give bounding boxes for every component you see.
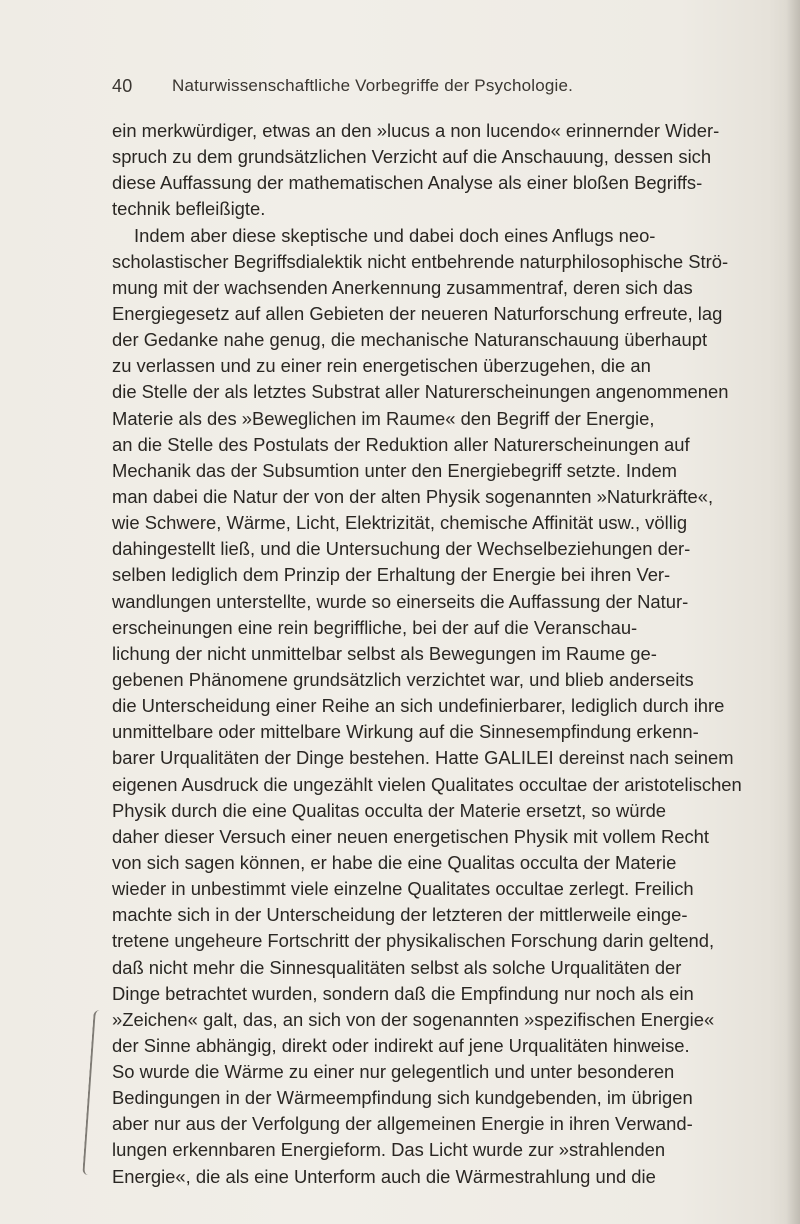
text-line: der Sinne abhängig, direkt oder indirekt auf jene Urqualitäten hinweise.	[112, 1034, 690, 1056]
running-title: Naturwissenschaftliche Vorbegriffe der Psychologie.	[172, 76, 574, 95]
text-line: erscheinungen eine rein begriffliche, bei der auf die Veranschau-	[112, 616, 638, 638]
text-line: lichung der nicht unmittelbar selbst als Bewegungen im Raume ge-	[112, 642, 657, 664]
text-line: wieder in unbestimmt viele einzelne Qualitates occultae zerlegt. Freilich	[112, 878, 694, 900]
page-edge-shadow	[786, 0, 800, 1224]
text-line: Indem aber diese skeptische und dabei doch eines Anflugs neo-	[134, 224, 656, 246]
text-line: tretene ungeheure Fortschritt der physikalischen Forschung darin geltend,	[112, 930, 715, 952]
text-line: »Zeichen« galt, das, an sich von der sogenannten »spezifischen Energie«	[112, 1008, 715, 1030]
text-line: Dinge betrachtet wurden, sondern daß die Empfindung nur noch als ein	[112, 982, 694, 1004]
text-line: lungen erkennbaren Energieform. Das Licht wurde zur »strahlenden	[112, 1139, 666, 1161]
text-line: Mechanik das der Subsumtion unter den Energiebegriff setzte. Indem	[112, 459, 677, 481]
margin-pencil-mark	[82, 1010, 106, 1175]
text-line: von sich sagen können, er habe die eine Qualitas occulta der Materie	[112, 851, 677, 873]
text-line: Energie«, die als eine Unterform auch die Wärmestrahlung und die	[112, 1165, 656, 1187]
text-line: Bedingungen in der Wärmeempfindung sich kundgebenden, im übrigen	[112, 1087, 693, 1109]
body-text	[112, 118, 742, 1190]
text-line: an die Stelle des Postulats der Reduktion aller Naturerscheinungen auf	[112, 433, 690, 455]
text-line: die Stelle der als letztes Substrat aller Naturerscheinungen angenommenen	[112, 381, 729, 403]
text-line: man dabei die Natur der von der alten Physik sogenannten »Naturkräfte«,	[112, 485, 714, 507]
text-line: eigenen Ausdruck die ungezählt vielen Qualitates occultae der aristotelischen	[112, 773, 742, 795]
text-line: daher dieser Versuch einer neuen energetischen Physik mit vollem Recht	[112, 825, 709, 847]
text-line: zu verlassen und zu einer rein energetischen überzugehen, die an	[112, 355, 651, 377]
text-line: Energiegesetz auf allen Gebieten der neueren Naturforschung erfreute, lag	[112, 302, 723, 324]
text-line: dahingestellt ließ, und die Untersuchung der Wechselbeziehungen der-	[112, 538, 691, 560]
text-line: die Unterscheidung einer Reihe an sich undefinierbarer, lediglich durch ihre	[112, 695, 725, 717]
page-number: 40	[112, 76, 133, 96]
text-line: unmittelbare oder mittelbare Wirkung auf die Sinnesempfindung erkenn-	[112, 721, 699, 743]
running-head	[112, 76, 632, 102]
text-line: So wurde die Wärme zu einer nur gelegentlich und unter besonderen	[112, 1061, 675, 1083]
text-line: scholastischer Begriffsdialektik nicht entbehrende naturphilosophische Strö-	[112, 250, 729, 272]
text-line: wie Schwere, Wärme, Licht, Elektrizität, chemische Affinität usw., völlig	[112, 512, 688, 534]
text-line: diese Auffassung der mathematischen Analyse als einer bloßen Begriffs-	[112, 172, 703, 194]
text-line: gebenen Phänomene grundsätzlich verzichtet war, und blieb anderseits	[112, 668, 694, 690]
text-line: mung mit der wachsenden Anerkennung zusammentraf, deren sich das	[112, 276, 693, 298]
text-line: aber nur aus der Verfolgung der allgemeinen Energie in ihren Verwand-	[112, 1113, 693, 1135]
text-line: Physik durch die eine Qualitas occulta der Materie ersetzt, so würde	[112, 799, 667, 821]
text-line: selben lediglich dem Prinzip der Erhaltung der Energie bei ihren Ver-	[112, 564, 671, 586]
text-line: machte sich in der Unterscheidung der letzteren der mittlerweile einge-	[112, 904, 688, 926]
text-line: ein merkwürdiger, etwas an den »lucus a non lucendo« erinnernder Wider-	[112, 120, 720, 141]
text-line: technik befleißigte.	[112, 198, 266, 220]
text-line: spruch zu dem grundsätzlichen Verzicht auf die Anschauung, dessen sich	[112, 146, 712, 168]
text-line: Materie als des »Beweglichen im Raume« den Begriff der Energie,	[112, 407, 655, 429]
text-line: wandlungen unterstellte, wurde so einerseits die Auffassung der Natur-	[112, 590, 689, 612]
text-line: der Gedanke nahe genug, die mechanische Naturanschauung überhaupt	[112, 329, 708, 351]
text-line: barer Urqualitäten der Dinge bestehen. Hatte GALILEI dereinst nach seinem	[112, 747, 734, 769]
text-line: daß nicht mehr die Sinnesqualitäten selbst als solche Urqualitäten der	[112, 956, 682, 978]
